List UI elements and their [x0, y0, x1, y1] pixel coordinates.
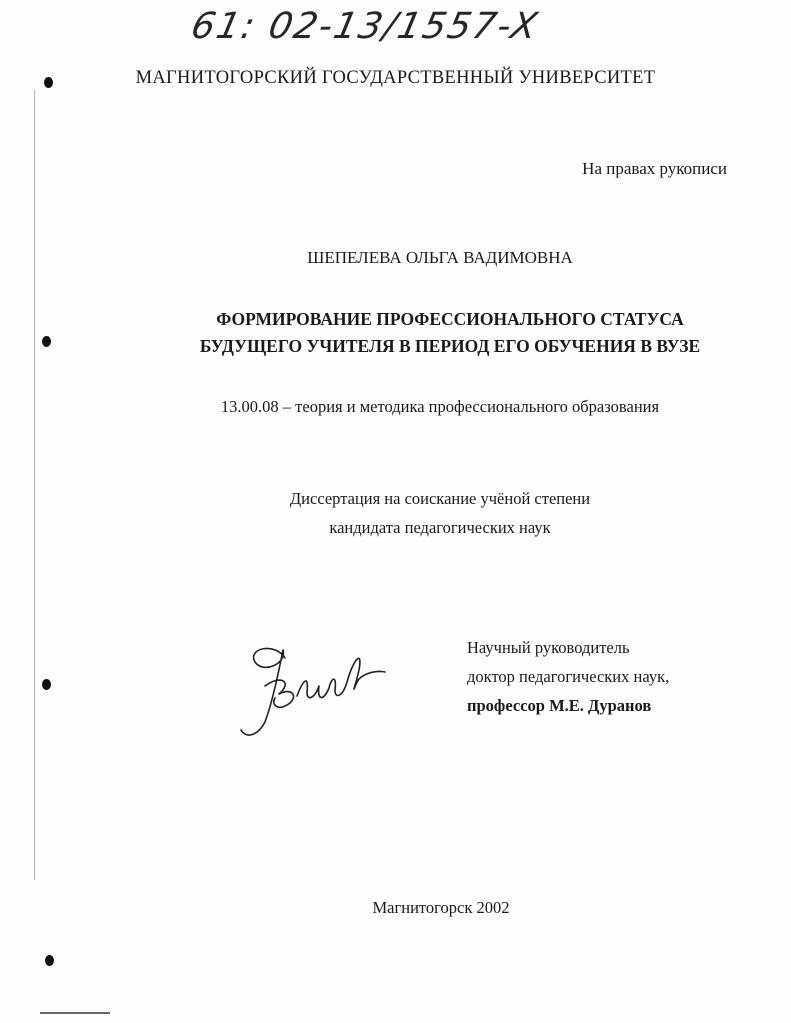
degree-line-2: кандидата педагогических наук [329, 518, 551, 537]
degree-line-1: Диссертация на соискание учёной степени [289, 489, 591, 508]
supervisor-degree: доктор педагогических наук, [467, 667, 670, 686]
rights-note: На правах рукописи [582, 159, 727, 178]
dissertation-degree [0, 484, 791, 542]
university-name: МАГНИТОГОРСКИЙ ГОСУДАРСТВЕННЫЙ УНИВЕРСИТЕТ [135, 68, 656, 88]
scan-edge-mark [40, 1012, 110, 1014]
city-year: Магнитогорск 2002 [372, 898, 510, 917]
handwritten-archive-number: 61: 02-13/1557-X [187, 6, 543, 47]
binding-hole-icon [42, 679, 51, 690]
specialty-code: 13.00.08 – теория и методика профессионального образования [220, 397, 660, 416]
supervisor-block [467, 633, 669, 720]
dissertation-title [0, 306, 791, 360]
supervisor-name: профессор М.Е. Дуранов [467, 696, 652, 715]
title-line-2: БУДУЩЕГО УЧИТЕЛЯ В ПЕРИОД ЕГО ОБУЧЕНИЯ В ВУЗЕ [199, 336, 701, 356]
supervisor-label: Научный руководитель [467, 638, 630, 657]
binding-hole-icon [45, 955, 54, 966]
signature-graphic [235, 630, 405, 745]
author-name: ШЕПЕЛЕВА ОЛЬГА ВАДИМОВНА [307, 248, 573, 267]
title-line-1: ФОРМИРОВАНИЕ ПРОФЕССИОНАЛЬНОГО СТАТУСА [216, 309, 684, 329]
